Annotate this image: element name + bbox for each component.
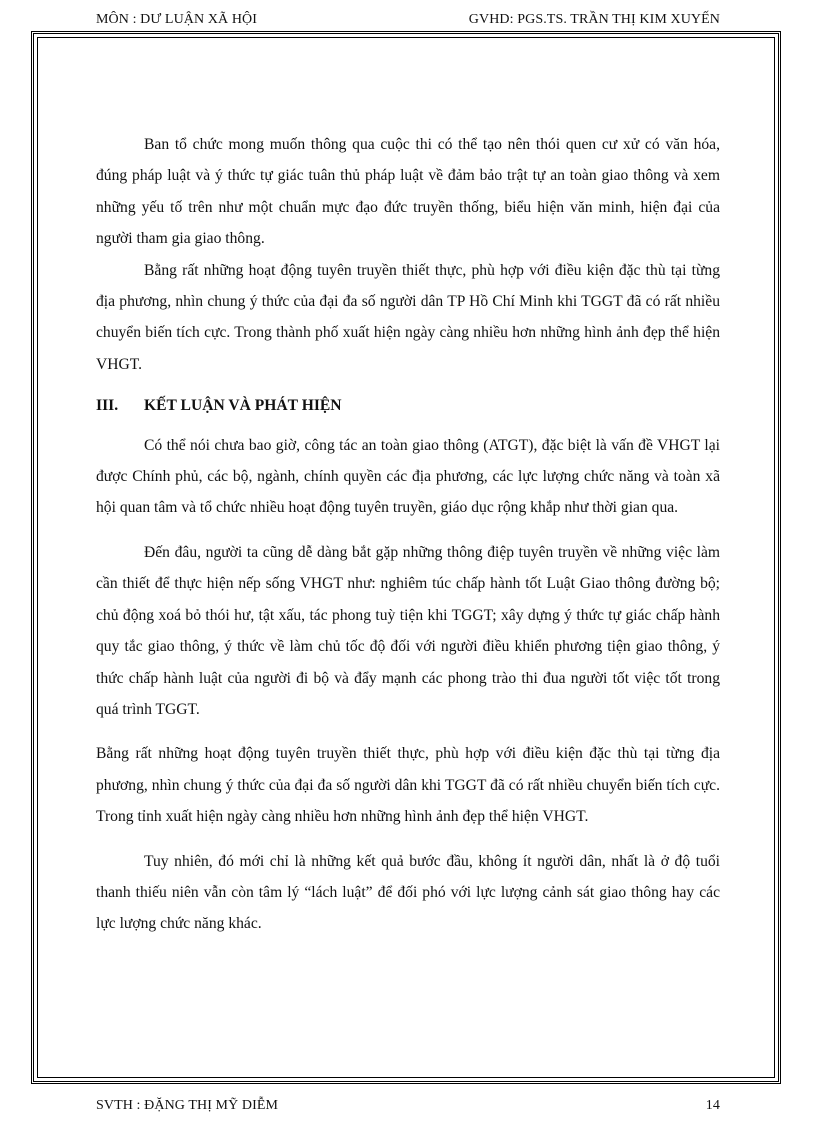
document-body bbox=[96, 129, 720, 940]
header-subject: MÔN : DƯ LUẬN XÃ HỘI bbox=[96, 12, 258, 27]
paragraph-1: Ban tổ chức mong muốn thông qua cuộc thi có thể tạo nên thói quen cư xử có văn hóa, đúng pháp luật và ý thức tự giác tuân thủ pháp luật về đảm bảo trật tự an toàn giao thông và xem những yếu tố trên như một chuẩn mực đạo đức truyền thống, biểu hiện văn minh, hiện đại của người tham gia giao thông. bbox=[96, 136, 720, 248]
section-paragraph-4: Tuy nhiên, đó mới chỉ là những kết quả bước đầu, không ít người dân, nhất là ở độ tuổi thanh thiếu niên vẫn còn tâm lý “lách luật” để đối phó với lực lượng cảnh sát giao thông hay các lực lượng chức năng khác. bbox=[96, 852, 720, 933]
section-title: KẾT LUẬN VÀ PHÁT HIỆN bbox=[144, 397, 342, 415]
section-heading bbox=[96, 390, 720, 421]
section-paragraph-1: Có thể nói chưa bao giờ, công tác an toàn giao thông (ATGT), đặc biệt là vấn đề VHGT lại được Chính phủ, các bộ, ngành, chính quyền các địa phương, các lực lượng chức năng và toàn xã hội quan tâm và tổ chức nhiều hoạt động tuyên truyền, giáo dục rộng khắp như thời gian qua. bbox=[96, 436, 720, 517]
page-number: 14 bbox=[705, 1098, 720, 1113]
section-paragraph-3: Bằng rất những hoạt động tuyên truyền thiết thực, phù hợp với điều kiện đặc thù tại từng địa phương, nhìn chung ý thức của đại đa số người dân khi TGGT đã có rất nhiều chuyển biến tích cực. Trong tỉnh xuất hiện ngày càng nhiều hơn những hình ảnh đẹp thể hiện VHGT. bbox=[96, 745, 720, 826]
footer-student: SVTH : ĐẶNG THỊ MỸ DIỄM bbox=[96, 1098, 279, 1113]
paragraph-2: Bằng rất những hoạt động tuyên truyền thiết thực, phù hợp với điều kiện đặc thù tại từng địa phương, nhìn chung ý thức của đại đa số người dân TP Hồ Chí Minh khi TGGT đã có rất nhiều chuyển biến tích cực. Trong thành phố xuất hiện ngày càng nhiều hơn những hình ảnh đẹp thể hiện VHGT. bbox=[96, 261, 720, 373]
section-number: III. bbox=[96, 397, 119, 415]
header-advisor: GVHD: PGS.TS. TRẦN THỊ KIM XUYẾN bbox=[468, 12, 720, 27]
section-paragraph-2: Đến đâu, người ta cũng dễ dàng bắt gặp những thông điệp tuyên truyền về những việc làm cần thiết để thực hiện nếp sống VHGT như: nghiêm túc chấp hành tốt Luật Giao thông đường bộ; chủ động xoá bỏ thói hư, tật xấu, tác phong tuỳ tiện khi TGGT; xây dựng ý thức tự giác chấp hành quy tắc giao thông, ý thức về làm chủ tốc độ đối với người điều khiển phương tiện giao thông, ý thức chấp hành luật của người đi bộ và đẩy mạnh các phong trào thi đua người tốt việc tốt trong quá trình TGGT. bbox=[96, 543, 720, 718]
page-footer bbox=[96, 1098, 720, 1114]
page-header bbox=[96, 12, 720, 28]
